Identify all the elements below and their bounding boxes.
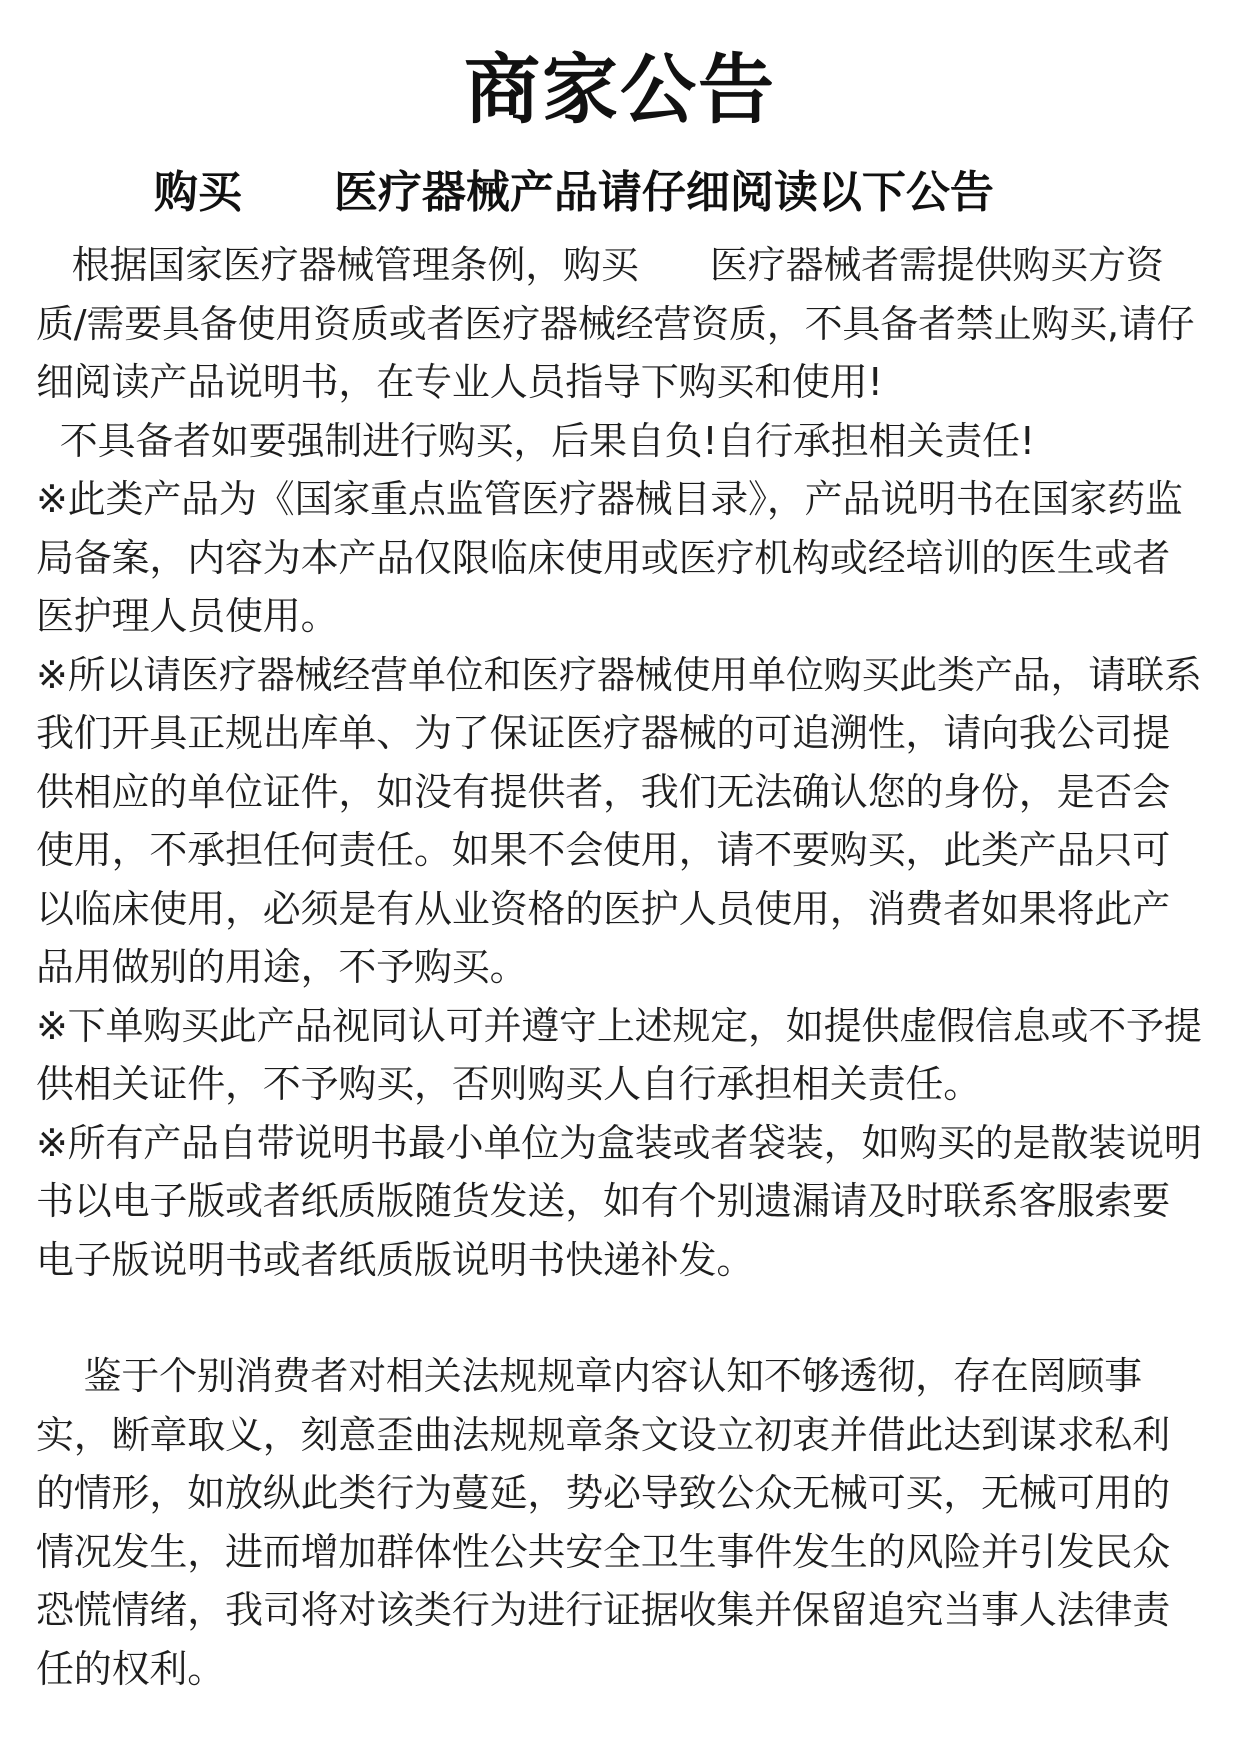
paragraph-forced-purchase-warning: 不具备者如要强制进行购买，后果自负!自行承担相关责任! (36, 418, 1035, 463)
section-spacer (36, 1289, 1204, 1347)
notice-body (36, 236, 1204, 1698)
paragraph-legal-statement: 鉴于个别消费者对相关法规规章内容认知不够透彻，存在罔顾事实，断章取义，刻意歪曲法规规章条文设立初衷并借此达到谋求私利的情形，如放纵此类行为蔓延，势必导致公众无械可买，无械可用的情况发生，进而增加群体性公共安全卫生事件发生的风险并引发民众恐慌情绪，我司将对该类行为进行证据收集并保留追究当事人法律责任的权利。 (36, 1354, 1171, 1691)
notice-subtitle: 购买 医疗器械产品请仔细阅读以下公告 (154, 167, 994, 218)
page-title: 商家公告 (464, 45, 776, 134)
paragraph-purchase-qualification: 根据国家医疗器械管理条例，购买 医疗器械者需提供购买方资质/需要具备使用资质或者医疗器械经营资质，不具备者禁止购买,请仔细阅读产品说明书，在专业人员指导下购买和使用! (36, 243, 1195, 404)
paragraph-manuals: ※所有产品自带说明书最小单位为盒装或者袋装，如购买的是散装说明书以电子版或者纸质版随货发送，如有个别遗漏请及时联系客服索要电子版说明书或者纸质版说明书快递补发。 (36, 1120, 1202, 1282)
paragraph-unit-certificates: ※所以请医疗器械经营单位和医疗器械使用单位购买此类产品，请联系我们开具正规出库单、为了保证医疗器械的可追溯性，请向我公司提供相应的单位证件，如没有提供者，我们无法确认您的身份，是否会使用，不承担任何责任。如果不会使用，请不要购买，此类产品只可以临床使用，必须是有从业资格的医护人员使用，消费者如果将此产品用做别的用途，不予购买。 (36, 652, 1202, 989)
paragraph-regulated-catalog: ※此类产品为《国家重点监管医疗器械目录》，产品说明书在国家药监局备案，内容为本产品仅限临床使用或医疗机构或经培训的医生或者医护理人员使用。 (36, 477, 1183, 638)
paragraph-order-agreement: ※下单购买此产品视同认可并遵守上述规定，如提供虚假信息或不予提供相关证件，不予购买，否则购买人自行承担相关责任。 (36, 1003, 1202, 1106)
